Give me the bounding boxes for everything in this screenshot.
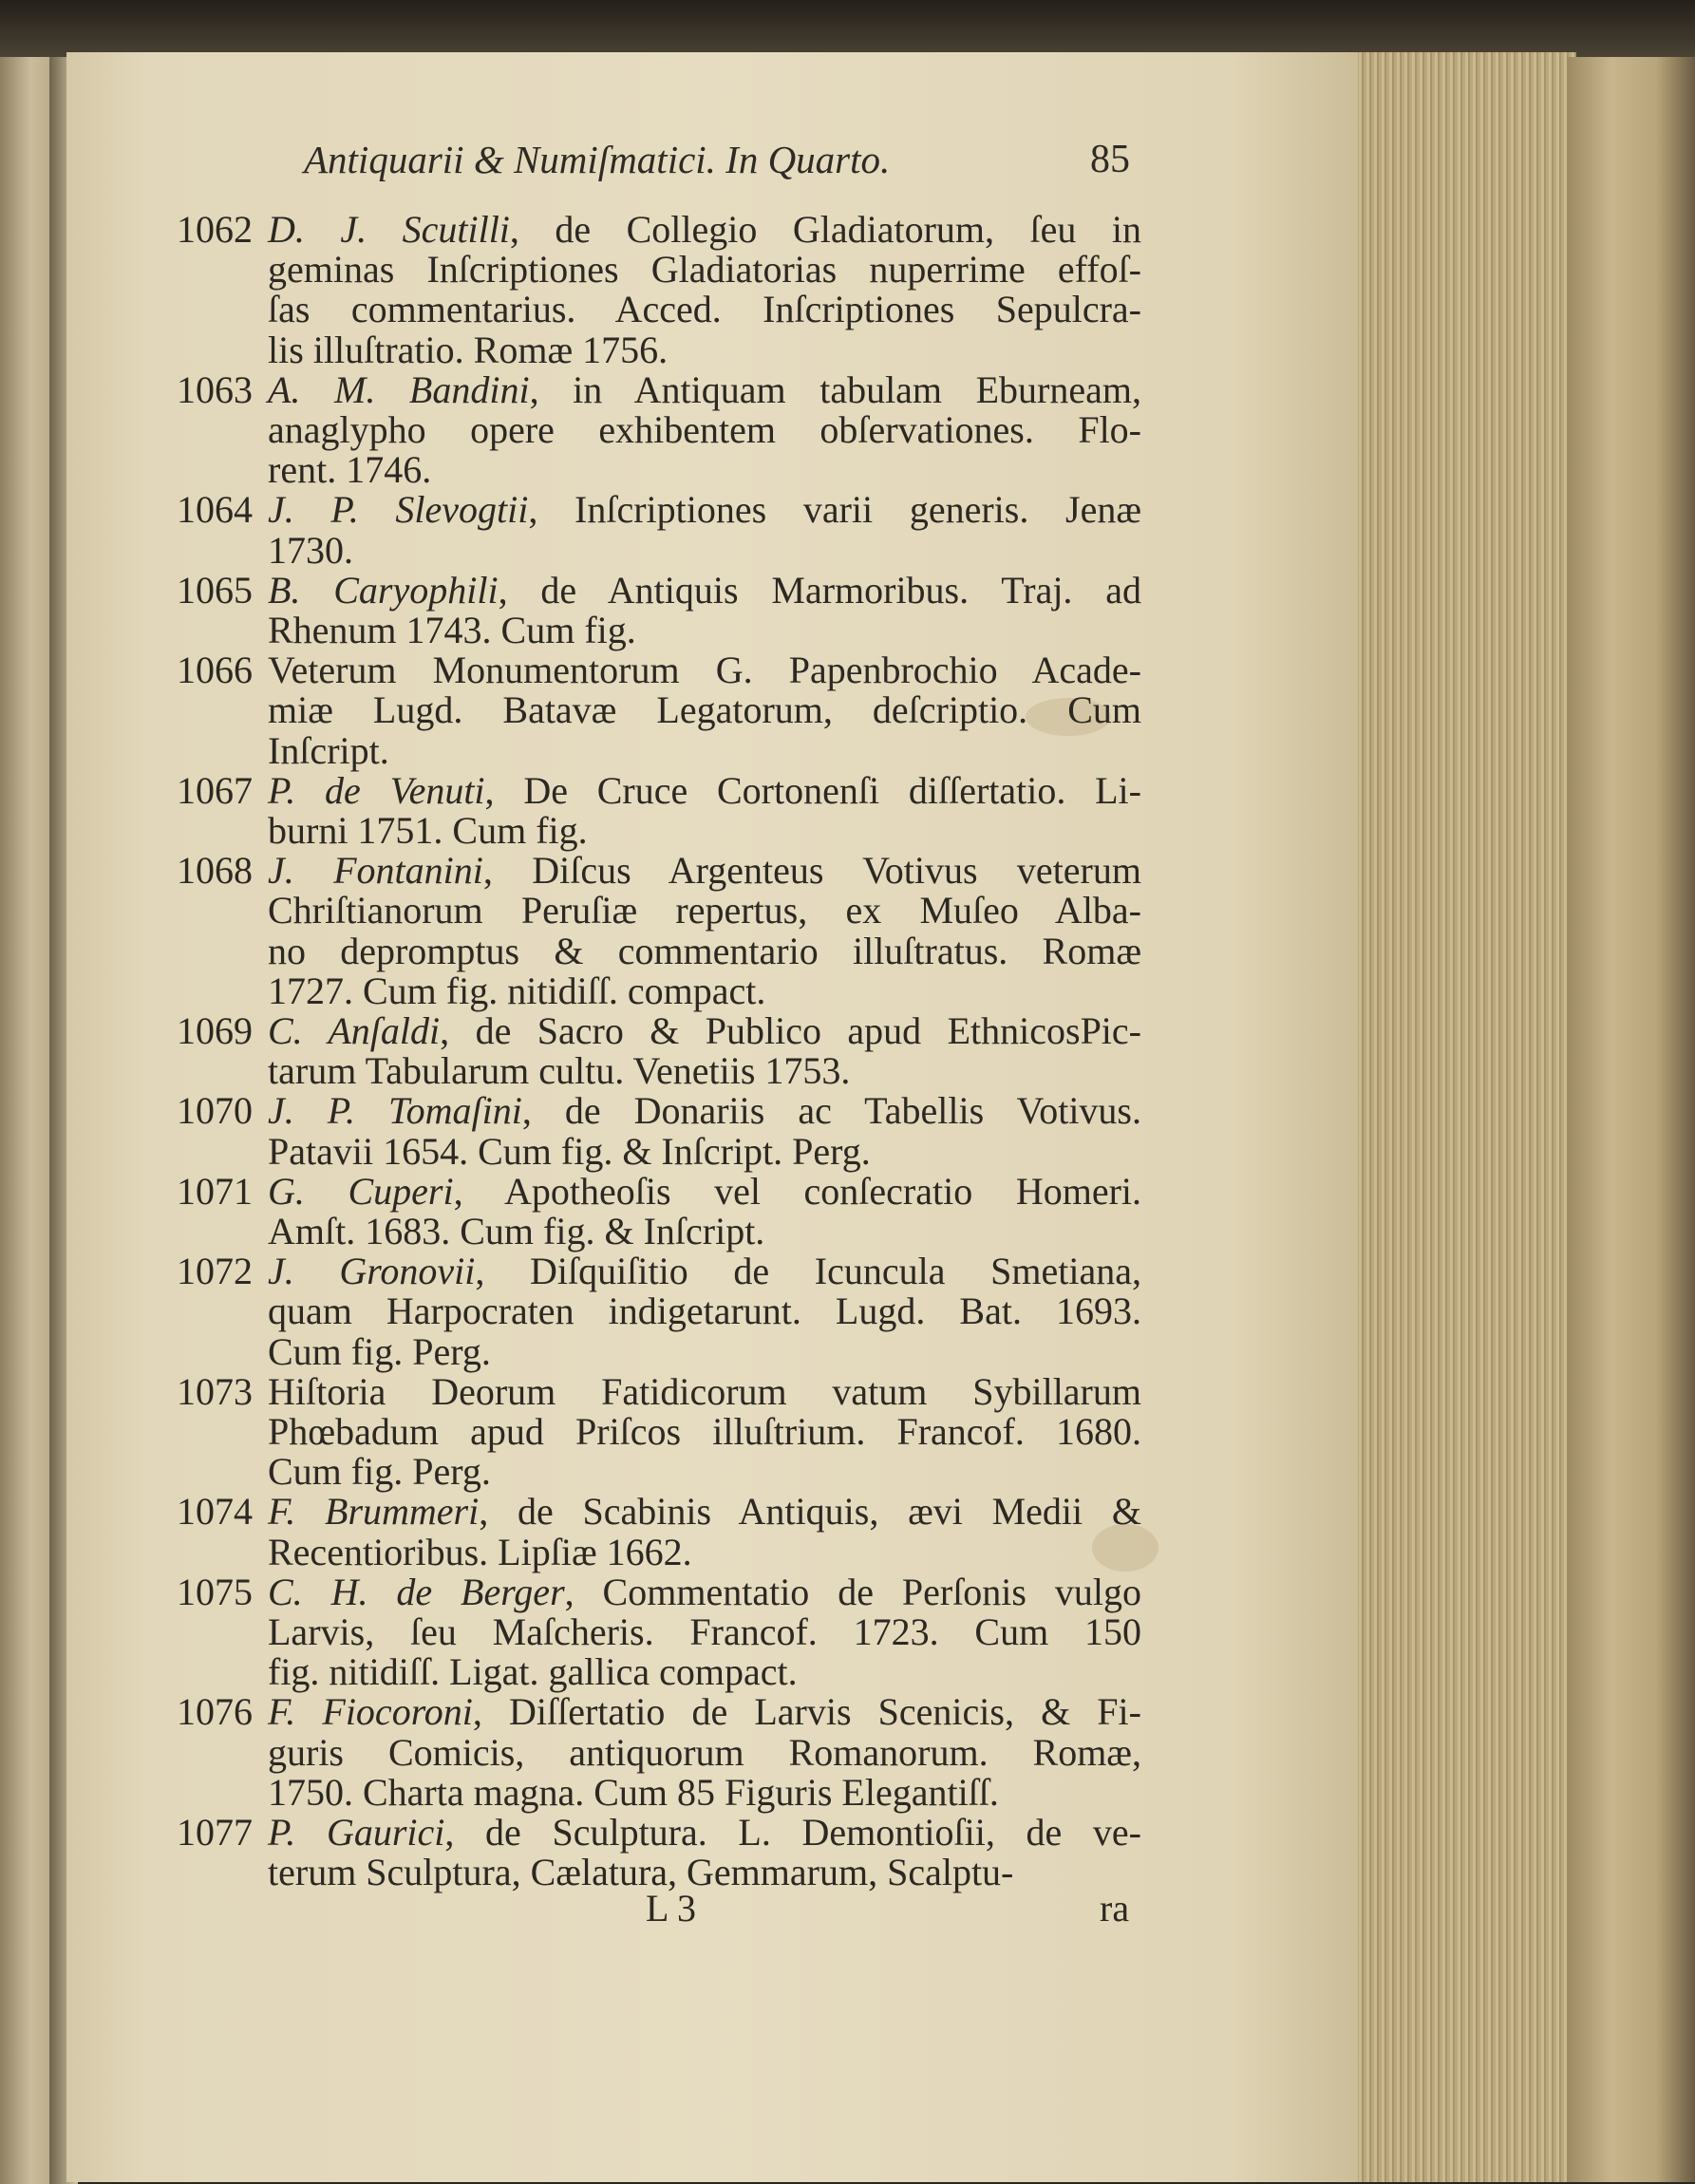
entry-text: , Commentatio de Perſonis vulgo — [564, 1570, 1141, 1613]
entry-text: 1727. Cum fig. nitidiſſ. compact. — [268, 969, 766, 1012]
entry-line — [268, 649, 1141, 692]
entry-text: , Inſcriptiones varii generis. Jenæ — [528, 488, 1141, 532]
entry-line — [268, 1290, 1141, 1333]
entry-text: 1750. Charta magna. Cum 85 Figuris Elegantiſſ. — [268, 1770, 999, 1814]
entry-number: 1075 — [177, 1570, 253, 1613]
entry-line — [268, 969, 1141, 1012]
entry-line — [268, 849, 1141, 893]
entry-line — [268, 1650, 1141, 1694]
entry-text: burni 1751. Cum fig. — [268, 809, 588, 852]
entry-number: 1070 — [177, 1089, 253, 1133]
entry-number: 1072 — [177, 1250, 253, 1293]
entry-line — [268, 1730, 1141, 1774]
entry-line — [268, 1169, 1142, 1213]
entry-line — [268, 248, 1141, 292]
entry-text: Cum fig. Perg. — [268, 1450, 491, 1494]
author-name: F. Fiocoroni — [268, 1690, 473, 1734]
entry-line — [268, 1770, 1141, 1814]
entry-number: 1073 — [177, 1369, 253, 1413]
entry-line — [268, 1049, 1141, 1093]
entry-number: 1062 — [177, 208, 253, 251]
entry-text: rent. 1746. — [268, 448, 432, 492]
author-name: J. P. Tomaſini — [268, 1089, 522, 1133]
entry-number: 1063 — [177, 367, 253, 411]
signature-mark: L 3 — [646, 1887, 696, 1930]
entry-line — [268, 1530, 1141, 1573]
running-head: Antiquarii & Numiſmatici. In Quarto. — [304, 138, 891, 181]
author-name: G. Cuperi — [268, 1169, 454, 1213]
entry-line — [268, 328, 1141, 371]
entry-text: fig. nitidiſſ. Ligat. gallica compact. — [268, 1650, 798, 1694]
entry-text: Chriſtianorum Peruſiæ repertus, ex Muſeo Alba- — [268, 889, 1141, 932]
entry-text: Veterum Monumentorum G. Papenbrochio Acade- — [268, 649, 1141, 692]
entry-line — [268, 488, 1141, 532]
entry-text: , de Sculptura. L. Demontioſii, de ve- — [444, 1811, 1141, 1854]
entry-line — [268, 1610, 1141, 1653]
author-name: P. de Venuti — [268, 768, 485, 812]
entry-text: Phœbadum apud Priſcos illuſtrium. Francof. 1680. — [268, 1410, 1141, 1453]
entry-text: Hiſtoria Deorum Fatidicorum vatum Sybillarum — [268, 1369, 1141, 1413]
entry-line — [268, 568, 1141, 612]
entry-line — [268, 1129, 1141, 1173]
entry-text: Larvis, ſeu Maſcheris. Francof. 1723. Cum 150 — [268, 1610, 1141, 1653]
entry-number: 1067 — [177, 768, 253, 812]
entry-line — [268, 1210, 1141, 1252]
author-name: J. Gronovii — [268, 1250, 476, 1293]
entry-number: 1074 — [177, 1490, 253, 1534]
entry-text: , de Scabinis Antiquis, ævi Medii & — [479, 1490, 1142, 1534]
entry-text: miæ Lugd. Batavæ Legatorum, deſcriptio. Cum — [268, 688, 1141, 732]
cover-edge — [1567, 57, 1695, 2182]
entry-line — [268, 1250, 1142, 1293]
entry-text: , Diſquiſitio de Icuncula Smetiana, — [475, 1250, 1142, 1293]
entry-number: 1077 — [177, 1811, 253, 1854]
entry-line — [268, 1450, 1141, 1494]
entry-line — [268, 288, 1141, 331]
entry-text: geminas Inſcriptiones Gladiatorias nuperrime effoſ- — [268, 248, 1141, 292]
entry-text: Cum fig. Perg. — [268, 1329, 491, 1373]
entry-text: tarum Tabularum cultu. Venetiis 1753. — [268, 1049, 851, 1093]
author-name: J. Fontanini — [268, 849, 483, 893]
entry-line — [268, 1490, 1142, 1534]
entry-text: , Diſſertatio de Larvis Scenicis, & Fi- — [472, 1690, 1141, 1734]
page-number: 85 — [1090, 138, 1130, 181]
entry-line — [268, 208, 1141, 251]
entry-line — [268, 889, 1141, 932]
entry-line — [268, 609, 1141, 651]
entry-text: Rhenum 1743. Cum fig. — [268, 609, 636, 651]
catchword: ra — [1100, 1887, 1130, 1930]
entry-line — [268, 1410, 1141, 1453]
entry-text: , Apotheoſis vel conſecratio Homeri. — [453, 1169, 1142, 1213]
entry-text: , de Sacro & Publico apud EthnicosPic- — [440, 1009, 1141, 1052]
author-name: C. H. de Berger — [268, 1570, 565, 1613]
entry-line — [268, 688, 1141, 732]
author-name: B. Caryophili — [268, 568, 499, 612]
entry-number: 1068 — [177, 849, 253, 893]
entry-text: Recentioribus. Lipſiæ 1662. — [268, 1530, 692, 1573]
entry-text: ſas commentarius. Acced. Inſcriptiones Sepulcra- — [268, 288, 1141, 331]
entry-text: guris Comicis, antiquorum Romanorum. Romæ, — [268, 1730, 1141, 1774]
entry-number: 1076 — [177, 1690, 253, 1734]
author-name: C. Anſaldi — [268, 1009, 441, 1052]
entry-text: , Diſcus Argenteus Votivus veterum — [482, 849, 1141, 893]
entry-text: , De Cruce Cortonenſi diſſertatio. Li- — [484, 768, 1141, 812]
entry-line — [268, 768, 1141, 812]
entry-line — [268, 408, 1141, 451]
entry-text: lis illuſtratio. Romæ 1756. — [268, 328, 669, 371]
entry-line — [268, 1329, 1141, 1373]
entry-text: , in Antiquam tabulam Eburneam, — [529, 367, 1141, 411]
entry-line — [268, 1009, 1141, 1052]
author-name: A. M. Bandini — [268, 367, 530, 411]
entry-number: 1071 — [177, 1169, 253, 1213]
entry-number: 1066 — [177, 649, 253, 692]
background-shadow — [0, 0, 1695, 57]
facing-page-edge — [0, 57, 57, 2184]
entry-text: Amſt. 1683. Cum fig. & Inſcript. — [268, 1210, 765, 1252]
entry-text: , de Donariis ac Tabellis Votivus. — [521, 1089, 1141, 1133]
entry-line — [268, 1851, 1141, 1894]
entry-text: Inſcript. — [268, 728, 389, 772]
entry-text: no depromptus & commentario illuſtratus. Romæ — [268, 929, 1141, 972]
entry-line — [268, 367, 1141, 411]
entry-line — [268, 929, 1141, 972]
entry-text: Patavii 1654. Cum fig. & Inſcript. Perg. — [268, 1129, 871, 1173]
entry-line — [268, 728, 1141, 772]
entry-number: 1065 — [177, 568, 253, 612]
entry-text: 1730. — [268, 528, 353, 572]
entry-line — [268, 1811, 1141, 1854]
page-fore-edge — [1348, 52, 1576, 2182]
entry-text: terum Sculptura, Cælatura, Gemmarum, Scalptu- — [268, 1851, 1014, 1894]
entry-number: 1069 — [177, 1009, 253, 1052]
entry-line — [268, 528, 1141, 572]
entry-line — [268, 1369, 1141, 1413]
entry-text: anaglypho opere exhibentem obſervationes. Flo- — [268, 408, 1141, 451]
entry-number: 1064 — [177, 488, 253, 532]
entry-text: , de Collegio Gladiatorum, ſeu in — [509, 208, 1141, 251]
author-name: P. Gaurici — [268, 1811, 445, 1854]
entry-line — [268, 1570, 1141, 1613]
entry-line — [268, 1690, 1141, 1734]
author-name: J. P. Slevogtii — [268, 488, 529, 532]
entry-line — [268, 809, 1141, 852]
entry-line — [268, 448, 1141, 492]
author-name: D. J. Scutilli — [268, 208, 510, 251]
entry-text: quam Harpocraten indigetarunt. Lugd. Bat. 1693. — [268, 1290, 1141, 1333]
entry-line — [268, 1089, 1141, 1133]
entry-text: , de Antiquis Marmoribus. Traj. ad — [498, 568, 1141, 612]
author-name: F. Brummeri — [268, 1490, 480, 1534]
